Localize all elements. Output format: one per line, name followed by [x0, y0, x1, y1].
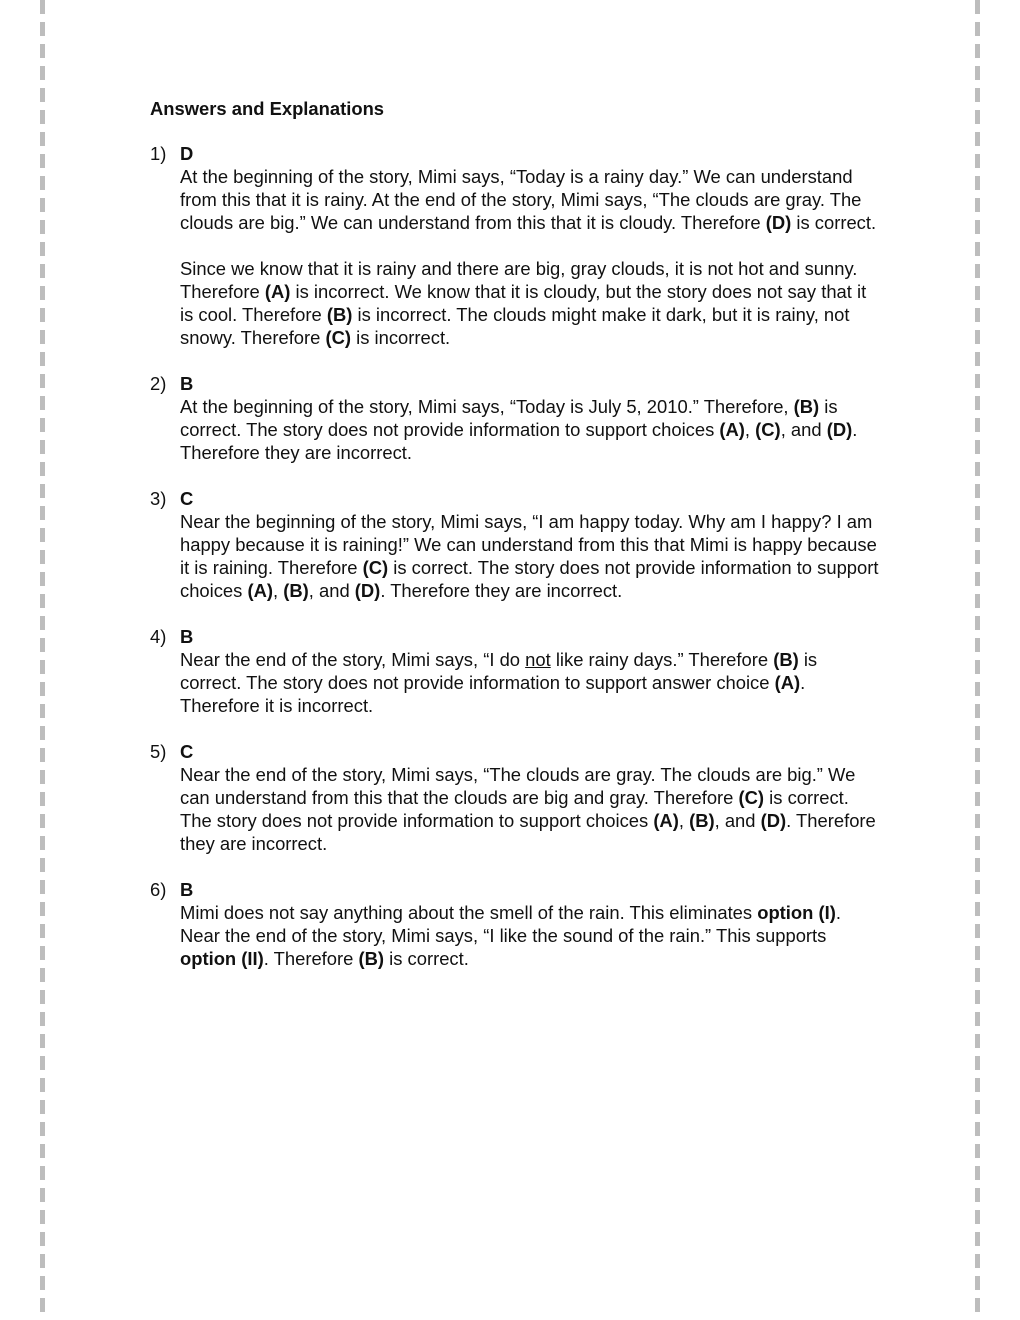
answer-number: 6)	[150, 879, 167, 900]
bold-text: (D)	[826, 419, 853, 440]
text-run: is incorrect.	[351, 327, 451, 348]
text-run: is incorrect. The clouds might make it dark, but it is rainy, not snowy. Therefore	[180, 304, 850, 348]
bold-text: (D)	[765, 212, 792, 233]
answer-item	[150, 142, 880, 349]
text-run: is correct. The story does not provide information to support choices	[180, 557, 879, 601]
answer-item	[150, 740, 880, 855]
text-run: is correct.	[791, 212, 877, 233]
text-run: . Therefore they are incorrect.	[180, 810, 876, 854]
answer-body	[180, 142, 880, 349]
explanation-paragraph	[180, 165, 880, 234]
left-dashed-border	[40, 0, 45, 1320]
text-run: Near the beginning of the story, Mimi says, “I am happy today. Why am I happy? I am happy because it is raining!” We can understand from this that Mimi is happy because it is raining. Therefore	[180, 511, 877, 578]
answer-number: 1)	[150, 143, 167, 164]
underlined-text: not	[525, 649, 551, 670]
bold-text: (B)	[773, 649, 799, 670]
bold-text: (B)	[793, 396, 820, 417]
text-run: Near the end of the story, Mimi says, “I do	[180, 649, 526, 670]
right-dashed-border	[975, 0, 980, 1320]
bold-text: (A)	[719, 419, 745, 440]
bold-text: (B)	[358, 948, 385, 969]
text-run: At the beginning of the story, Mimi says, “Today is a rainy day.” We can understand from this that it is rainy. At the end of the story, Mimi says, “The clouds are gray. The clouds are big.” We can understand from this that it is cloudy. Therefore	[180, 166, 862, 233]
bold-text: (C)	[738, 787, 765, 808]
text-run: . Therefore they are incorrect.	[380, 580, 623, 601]
answer-body	[180, 878, 880, 970]
answer-letter: C	[180, 741, 194, 762]
bold-text: (D)	[760, 810, 787, 831]
text-run: Since we know that it is rainy and there are big, gray clouds, it is not hot and sunny. Therefore	[180, 258, 858, 302]
bold-text: (C)	[755, 419, 781, 440]
bold-text: (A)	[264, 281, 291, 302]
bold-text: (C)	[362, 557, 389, 578]
answer-body	[180, 372, 880, 464]
answer-item	[150, 372, 880, 464]
text-run: ,	[678, 810, 690, 831]
answer-letter: B	[180, 626, 194, 647]
bold-text: (A)	[774, 672, 801, 693]
bold-text: (B)	[326, 304, 353, 325]
explanation-paragraph	[180, 763, 880, 855]
bold-text: option (II)	[180, 948, 264, 969]
text-run: is incorrect. We know that it is cloudy, but the story does not say that it is cool. Therefore	[180, 281, 867, 325]
answer-body	[180, 487, 880, 602]
answer-letter: D	[180, 143, 194, 164]
answer-letter: B	[180, 373, 194, 394]
text-run: , and	[780, 419, 827, 440]
text-run: At the beginning of the story, Mimi says, “Today is July 5, 2010.” Therefore,	[180, 396, 794, 417]
text-run: Near the end of the story, Mimi says, “The clouds are gray. The clouds are big.” We can understand from this that the clouds are big and gray. Therefore	[180, 764, 856, 808]
text-run: ,	[273, 580, 284, 601]
answer-body	[180, 625, 880, 717]
text-run: is correct.	[384, 948, 469, 969]
text-run: like rainy days.” Therefore	[550, 649, 774, 670]
text-run: . Therefore they are incorrect.	[180, 419, 858, 463]
page-title: Answers and Explanations	[150, 98, 385, 119]
bold-text: (C)	[325, 327, 352, 348]
answer-number: 4)	[150, 626, 167, 647]
text-run: Mimi does not say anything about the smell of the rain. This eliminates	[180, 902, 758, 923]
explanation-paragraph	[180, 395, 880, 464]
text-run: , and	[714, 810, 761, 831]
bold-text: (B)	[283, 580, 309, 601]
explanation-paragraph	[180, 510, 880, 602]
bold-text: (D)	[354, 580, 381, 601]
answer-body	[180, 740, 880, 855]
bold-text: (B)	[689, 810, 715, 831]
document-content	[150, 97, 880, 993]
text-run: , and	[308, 580, 355, 601]
explanation-paragraph	[180, 901, 880, 970]
answer-item	[150, 487, 880, 602]
text-run: is correct. The story does not provide information to support choices	[180, 396, 838, 440]
answer-number: 5)	[150, 741, 167, 762]
text-run: . Therefore	[263, 948, 359, 969]
answer-number: 3)	[150, 488, 167, 509]
text-run: is correct. The story does not provide information to support answer choice	[180, 649, 818, 693]
text-run: is correct. The story does not provide information to support choices	[180, 787, 849, 831]
explanation-paragraph	[180, 257, 880, 349]
answer-item	[150, 878, 880, 970]
answer-item	[150, 625, 880, 717]
text-run: . Near the end of the story, Mimi says, “I like the sound of the rain.” This supports	[180, 902, 841, 946]
text-run: ,	[744, 419, 756, 440]
answer-letter: C	[180, 488, 194, 509]
bold-text: option (I)	[757, 902, 836, 923]
answer-number: 2)	[150, 373, 167, 394]
bold-text: (A)	[247, 580, 273, 601]
answer-letter: B	[180, 879, 194, 900]
explanation-paragraph	[180, 648, 880, 717]
text-run: . Therefore it is incorrect.	[180, 672, 806, 716]
answers-list	[150, 142, 880, 970]
bold-text: (A)	[653, 810, 679, 831]
